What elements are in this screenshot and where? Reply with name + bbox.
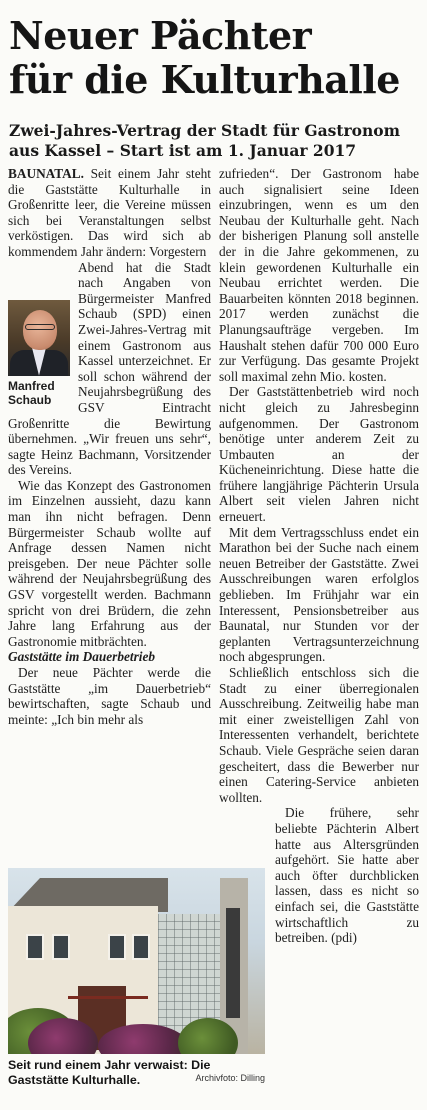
article-paragraph-4: Der Gaststättenbetrieb wird noch nicht gleich zu Jahresbeginn aufgenommen. Der Gastronom benötige unter anderem Zeit zu Umbauten an der Kücheneinrichtung. Diese hatte die frühere langjährige Pächterin Ursula Albert seit vielen Jahren nicht erneuert. bbox=[219, 384, 419, 525]
article-column-right bbox=[219, 166, 419, 946]
subheadline bbox=[9, 121, 421, 161]
portrait-caption bbox=[8, 379, 70, 407]
crosshead: Gaststätte im Dauerbetrieb bbox=[8, 649, 155, 665]
kulturhalle-photo bbox=[8, 868, 265, 1054]
portrait-caption-line-2: Schaub bbox=[8, 392, 52, 407]
headline-line-1: Neuer Pächter bbox=[9, 13, 312, 58]
headline bbox=[9, 14, 421, 102]
subheadline-line-1: Zwei-Jahres-Vertrag der Stadt für Gastronom bbox=[9, 121, 401, 140]
article-column-left bbox=[8, 166, 211, 727]
headline-line-2: für die Kulturhalle bbox=[9, 57, 400, 102]
article-paragraph-6: Schließlich entschloss sich die Stadt zu einer überregionalen Ausschreibung. Zeitweilig habe man mit einer zweistelligen Zahl von Interessenten verhandelt, berichtete Schaub. Viele Gespräche seien daran gescheitert, dass die Bewerber nur einen Catering-Service anbieten wollten. bbox=[219, 665, 419, 805]
portrait-caption-line-1: Manfred bbox=[8, 378, 55, 393]
portrait-figure bbox=[8, 260, 70, 407]
article-paragraph-1-text-a: Seit einem Jahr steht die Gaststätte Kulturhalle in Großenritte leer, die Vereine müssen sich bei Veranstaltungen selbst verköstigen. Das wird sich ab kommendem Jahr ändern: Vorgestern bbox=[8, 166, 211, 259]
article-paragraph-3-continued: zufrieden“. Der Gastronom habe auch signalisiert seine Ideen einzubringen, wenn es um den Neubau der Kulturhalle geht. Nach der bisherigen Planung soll anstelle der in die Jahre gekommenen, zu klein gewordenen Kulturhalle ein Neubau errichtet werden. Die Bauarbeiten könnten 2018 beginnen. 2017 werden zunächst die Planungsaufträge vergeben. Im Haushalt stehen dafür 700 000 Euro zur Verfügung. Das gesamte Projekt soll maximal zehn Mio. kosten. bbox=[219, 166, 419, 384]
dateline: BAUNATAL. bbox=[8, 166, 84, 181]
photo-credit: Archivfoto: Dilling bbox=[195, 1073, 265, 1083]
article-paragraph-3: Der neue Pächter werde die Gaststätte „im Dauerbetrieb“ bewirtschaften, sagte Schaub und meinte: „Ich bin mehr als bbox=[8, 665, 211, 727]
article-paragraph-2: Wie das Konzept des Gastronomen im Einzelnen aussieht, dazu kann man ihn nicht befragen. Denn Bürgermeister Schaub wollte auf Anfrage dessen Namen nicht preisgeben. Der neue Pächter solle während der Neujahrsbegrüßung des GSV vorgestellt werden. Bachmann spricht von drei Brüdern, die zehn Jahre lang Erfahrung aus der Gastronomie mitbrächten. bbox=[8, 477, 211, 649]
photo-caption: Seit rund einem Jahr verwaist: Die Gaststätte Kulturhalle. bbox=[8, 1058, 211, 1087]
portrait-photo bbox=[8, 300, 70, 376]
article-paragraph-5: Mit dem Vertragsschluss endet ein Marathon bei der Suche nach einem neuen Betreiber der Gaststätte. Zwei Ausschreibungen waren erfolglos geblieben. Im Frühjahr war ein Interessent, Pensionsbetreiber aus Baunatal, nur Stunden vor der geplanten Vertragsunterzeichnung noch abgesprungen. bbox=[219, 524, 419, 665]
subheadline-line-2: aus Kassel – Start ist am 1. Januar 2017 bbox=[9, 141, 357, 160]
article-paragraph-7: Die frühere, sehr beliebte Pächterin Albert hatte aus Altersgründen aufgehört. Sie hatte aber auch öfter durchblicken lassen, dass es nicht so einfach sei, die Gaststätte wirtschaftlich zu betreiben. (pdi) bbox=[275, 805, 419, 946]
article-paragraph-1-continued: Abend hat die Stadt nach Angaben von Bürgermeister Manfred Schaub (SPD) einen Zwei-Jahres-Vertrag mit einem Gastronom aus Kassel unterzeichnet. Er soll schon während der Neujahrsbegrüßung des GSV Eintracht Großenritte die Bewirtung übernehmen. „Wir freuen uns sehr“, sagte Heinz Bachmann, Vorsitzender des Vereins. bbox=[8, 259, 211, 478]
article-paragraph-1 bbox=[8, 166, 211, 260]
